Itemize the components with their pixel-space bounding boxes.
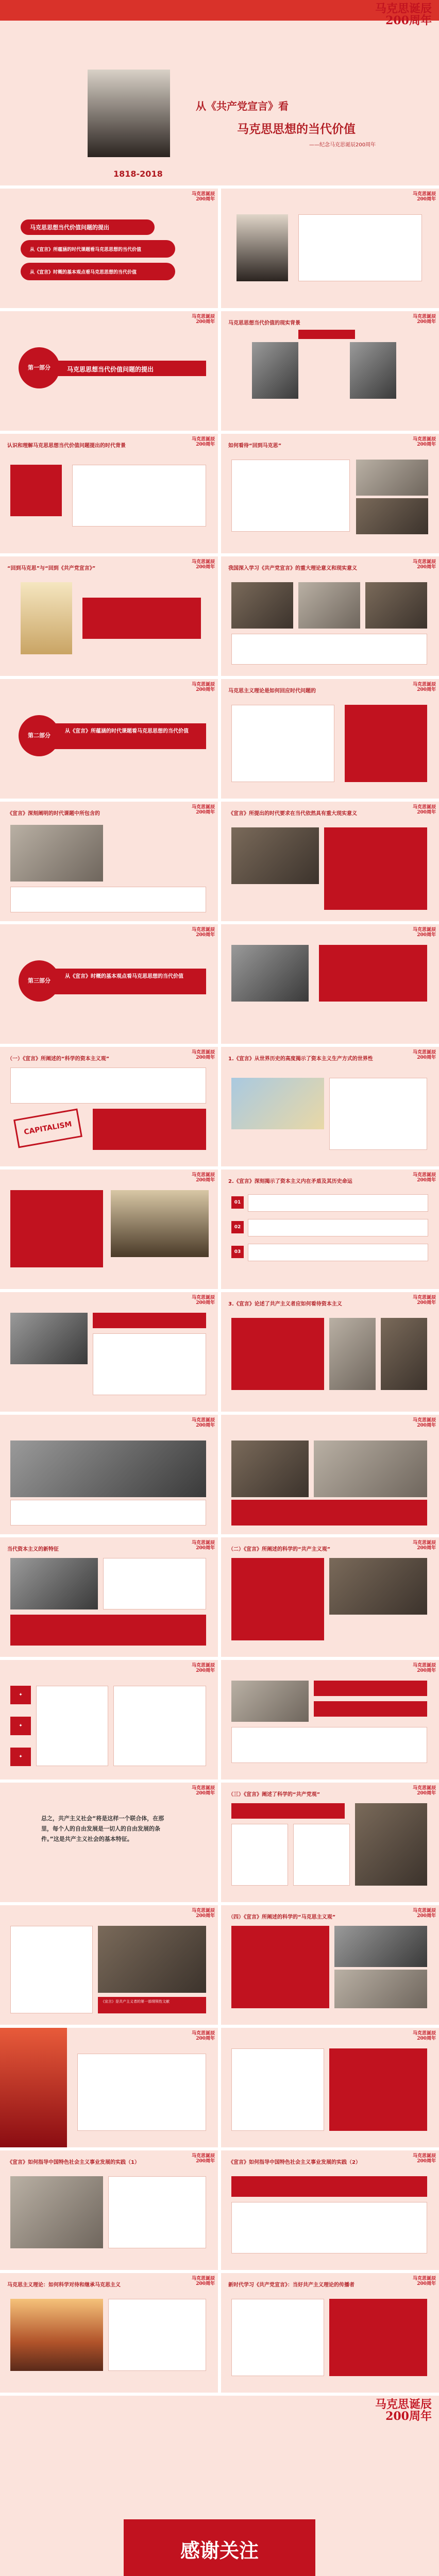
brand-logo: 马克思诞辰 200周年 <box>191 682 215 692</box>
industrial-slide <box>0 1292 218 1412</box>
red-flag-text <box>77 2054 206 2131</box>
crisis-point-1 <box>248 1194 428 1212</box>
brand-logo: 马克思诞辰 200周年 <box>375 2 432 27</box>
practice-banner <box>231 2176 427 2197</box>
modern-red-box <box>329 2048 427 2131</box>
number-badge-02: 02 <box>231 1221 244 1233</box>
capitalism-today-slide <box>0 1537 218 1657</box>
capitalism-view-slide <box>0 1047 218 1166</box>
brand-logo: 马克思诞辰 200周年 <box>191 1786 215 1796</box>
toc-item-2[interactable]: 从《宣言》所蕴涵的时代课题看马克思思想的当代价值 <box>21 240 175 258</box>
brand-logo: 马克思诞辰 200周年 <box>191 192 215 202</box>
two-never-box <box>231 1500 427 1526</box>
manifesto-red-box <box>82 598 201 639</box>
tiananmen-graphic <box>0 2028 67 2147</box>
brand-logo: 马克思诞辰 200周年 <box>191 1540 215 1551</box>
brand-logo: 马克思诞辰 200周年 <box>191 927 215 938</box>
brand-logo: 马克思诞辰 200周年 <box>412 2276 436 2286</box>
manifesto-return-title: “回到马克思”与“回到《共产党宣言》” <box>7 566 96 571</box>
era-demand-slide <box>221 802 439 921</box>
practice-text-2 <box>231 2202 427 2253</box>
number-badge-01: 01 <box>231 1196 244 1209</box>
study-text-box <box>231 634 427 665</box>
brand-logo: 马克思诞辰 200周年 <box>191 1908 215 1919</box>
final-lesson-slide <box>221 2273 439 2393</box>
crisis-numbered-slide <box>221 1170 439 1289</box>
wall-street-photo <box>10 1558 98 1609</box>
practice-photo-1 <box>10 2176 103 2248</box>
section4-title: （四）《宣言》所阐述的科学的“马克思主义观” <box>228 1914 336 1920</box>
capitalism-stamp: CAPITALISM <box>13 1108 82 1148</box>
toc-slide[interactable] <box>0 189 218 308</box>
era-text-box <box>72 465 206 527</box>
study-photo-1 <box>231 582 293 629</box>
section3-title: （三）《宣言》阐述了科学的“共产党观” <box>228 1792 320 1798</box>
thanks-text: 感谢关注 <box>180 2539 259 2562</box>
manifesto-return-slide <box>0 556 218 676</box>
brand-logo: 马克思诞辰 200周年 <box>191 560 215 570</box>
part2-cover-slide <box>0 679 218 799</box>
return-marx-slide <box>221 434 439 553</box>
marx-engels-photo <box>334 1926 427 1967</box>
world-history-title: 1.《宣言》从世界历史的高度揭示了资本主义生产方式的世界性 <box>228 1056 373 1062</box>
highlight-box <box>298 330 355 339</box>
marx-study-title: 马克思主义理论：如何科学对待和继承马克思主义 <box>7 2282 121 2288</box>
brand-logo: 马克思诞辰 200周年 <box>375 2398 432 2423</box>
process-box-2 <box>314 1701 427 1717</box>
communism-detail-text-2 <box>113 1686 206 1766</box>
final-lesson-title: 新时代学习《共产党宣言》：当好共产主义理论的传播者 <box>228 2282 354 2288</box>
toc-item-1[interactable]: 马克思思想当代价值问题的提出 <box>21 219 155 235</box>
congress-text <box>10 1926 93 2013</box>
marxism-view-slide <box>221 1905 439 2025</box>
red-flag-slide <box>0 2028 218 2147</box>
brand-logo: 马克思诞辰 200周年 <box>412 1786 436 1796</box>
communism-detail-slide <box>0 1660 218 1780</box>
brand-logo: 马克思诞辰 200周年 <box>191 805 215 815</box>
intro-marx-slide <box>221 189 439 308</box>
brand-logo: 马克思诞辰 200周年 <box>191 2031 215 2041</box>
era-topic-slide <box>0 802 218 921</box>
world-history-slide <box>221 1047 439 1166</box>
brand-logo: 马克思诞辰 200周年 <box>191 1050 215 1060</box>
industrial-photo <box>10 1313 88 1364</box>
brand-logo: 马克思诞辰 200周年 <box>191 1295 215 1306</box>
brand-logo: 马克思诞辰 200周年 <box>412 682 436 692</box>
brand-logo: 马克思诞辰 200周年 <box>412 437 436 447</box>
parliament-photo <box>111 1190 209 1257</box>
brand-logo: 马克思诞辰 200周年 <box>412 1050 436 1060</box>
manifesto-book-slide <box>221 924 439 1044</box>
lead-text-box <box>231 705 334 782</box>
congress-photo <box>98 1926 206 1993</box>
communism-detail-text <box>36 1686 108 1766</box>
modern-text <box>231 2048 324 2131</box>
meeting-photo <box>231 827 319 884</box>
brand-logo: 马克思诞辰 200周年 <box>412 2154 436 2164</box>
cover-slide[interactable] <box>0 0 439 185</box>
xi-study-slide <box>221 556 439 676</box>
brand-logo: 马克思诞辰 200周年 <box>412 1173 436 1183</box>
brand-logo: 马克思诞辰 200周年 <box>191 314 215 325</box>
world-history-text <box>329 1078 427 1150</box>
process-text <box>231 1727 427 1763</box>
part3-cover-slide <box>0 924 218 1044</box>
marx-study-slide <box>0 2273 218 2393</box>
marxism-red-box <box>231 1926 329 2008</box>
brand-logo: 马克思诞辰 200周年 <box>412 1418 436 1428</box>
brand-logo: 马克思诞辰 200周年 <box>412 1295 436 1306</box>
part2-title: 从《宣言》所蕴涵的时代课题看马克思思想的当代价值 <box>65 728 189 734</box>
brand-logo: 马克思诞辰 200周年 <box>191 1418 215 1428</box>
icon-tile-1: ✦ <box>10 1686 31 1704</box>
return-photo-1 <box>356 460 428 496</box>
cover-top-band <box>0 0 439 21</box>
brand-logo: 马克思诞辰 200周年 <box>412 1540 436 1551</box>
communism-quote: 总之，共产主义社会“将是这样一个联合体，在那里，每个人的自由发展是一切人的自由发展的条件。”这是共产主义社会的基本特征。 <box>41 1815 164 1842</box>
communism-process-slide <box>221 1660 439 1780</box>
process-photo <box>231 1681 309 1722</box>
marx-portrait <box>237 214 288 281</box>
anti-capitalism-slide <box>221 1292 439 1412</box>
era-topic-text <box>10 887 206 912</box>
number-badge-03: 03 <box>231 1246 244 1258</box>
brand-logo: 马克思诞辰 200周年 <box>412 314 436 325</box>
cover-subtitle: ——纪念马克思诞辰200周年 <box>309 142 376 148</box>
party-view-slide <box>221 1783 439 1902</box>
return-photo-2 <box>356 498 428 534</box>
icon-tile-3: ✦ <box>10 1748 31 1766</box>
anti-photo-2 <box>381 1318 427 1390</box>
two-inevitable-text <box>10 1500 206 1526</box>
historical-portrait-2 <box>350 342 396 399</box>
cover-title-line2: 马克思思想的当代价值 <box>237 122 356 136</box>
anti-title: 3.《宣言》论述了共产主义者应如何看待资本主义 <box>228 1301 342 1307</box>
section2-title: （二）《宣言》所阐述的科学的“共产主义观” <box>228 1547 331 1552</box>
part2-lead-slide <box>221 679 439 799</box>
part1-subtitle: 马克思思想当代价值的现实背景 <box>228 320 300 326</box>
modern-marxism-slide <box>221 2028 439 2147</box>
final-lesson-box <box>329 2299 427 2376</box>
era-title: 认识和理解马克思思想当代价值问题提出的时代背景 <box>7 443 126 449</box>
party-col-2 <box>293 1824 350 1886</box>
factory-workers-photo <box>231 1440 309 1497</box>
party-banner <box>231 1803 345 1819</box>
part2-lead: 马克思主义理论是如何回应时代问题的 <box>228 688 316 694</box>
era-topic-title: 《宣言》深刻阐明的时代课题中所包含的 <box>7 811 100 817</box>
part3-title: 从《宣言》时概的基本观点看马克思思想的当代价值 <box>65 974 183 979</box>
part1-badge: 第一部分 <box>19 347 60 388</box>
section1-red-box <box>93 1109 206 1150</box>
brand-logo: 马克思诞辰 200周年 <box>412 2031 436 2041</box>
world-map <box>231 1078 324 1129</box>
brand-logo: 马克思诞辰 200周年 <box>191 2154 215 2164</box>
manifesto-book-cover <box>21 582 72 654</box>
part1-background-slide <box>221 311 439 431</box>
today-text <box>103 1558 206 1609</box>
toc-item-3[interactable]: 从《宣言》时概的基本观点看马克思思想的当代价值 <box>21 263 175 280</box>
communism-red-box <box>231 1558 324 1640</box>
practice-2-slide <box>221 2150 439 2270</box>
brand-logo: 马克思诞辰 200周年 <box>412 1908 436 1919</box>
brand-logo: 马克思诞辰 200周年 <box>412 192 436 202</box>
capitalism-today-title: 当代资本主义的新特征 <box>7 1547 59 1552</box>
part3-badge: 第三部分 <box>19 960 60 1002</box>
cover-title-line1: 从《共产党宣言》看 <box>196 100 289 112</box>
part1-cover-slide <box>0 311 218 431</box>
crisis-title: 2.《宣言》深刻揭示了资本主义内在矛盾及其历史命运 <box>228 1179 352 1184</box>
part2-badge: 第二部分 <box>19 715 60 756</box>
book-red-box <box>319 945 427 1002</box>
icon-tile-2: ✦ <box>10 1717 31 1735</box>
section1-title: （一）《宣言》所阐述的“科学的资本主义观” <box>7 1056 110 1062</box>
two-never-slide <box>221 1415 439 1534</box>
book-photo <box>231 945 309 1002</box>
brand-logo: 马克思诞辰 200周年 <box>191 2276 215 2286</box>
marx-study-text <box>108 2299 206 2371</box>
cover-years: 1818-2018 <box>113 169 163 179</box>
era-emblem <box>10 465 62 516</box>
communism-view-slide <box>221 1537 439 1657</box>
practice-1-title: 《宣言》如何指导中国特色社会主义事业发展的实践（1） <box>7 2160 140 2165</box>
practice-2-title: 《宣言》如何指导中国特色社会主义事业发展的实践（2） <box>228 2160 361 2165</box>
lead-red-box <box>345 705 427 782</box>
brand-logo: 马克思诞辰 200周年 <box>412 805 436 815</box>
crisis-point-3 <box>248 1244 428 1261</box>
quote-slide <box>0 1783 218 1902</box>
two-inevitable-slide <box>0 1415 218 1534</box>
city-photo <box>314 1440 427 1497</box>
return-title: 如何看待“回到马克思” <box>228 443 282 449</box>
crisis-point-2 <box>248 1219 428 1236</box>
party-col-1 <box>231 1824 288 1886</box>
brand-logo: 马克思诞辰 200周年 <box>412 927 436 938</box>
era-demand-box <box>324 827 427 910</box>
brand-logo: 马克思诞辰 200周年 <box>191 1663 215 1673</box>
era-background-slide <box>0 434 218 553</box>
practice-text-1 <box>108 2176 206 2248</box>
communism-photo <box>329 1558 427 1615</box>
process-box-1 <box>314 1681 427 1696</box>
practice-1-slide <box>0 2150 218 2270</box>
congress-banner: 《宣言》是共产主义者的第一部纲领性文献 <box>98 1997 206 2013</box>
historical-portrait-1 <box>252 342 298 399</box>
part1-title: 马克思思想当代价值问题的提出 <box>67 366 154 373</box>
factory-photo <box>10 825 103 882</box>
party-photo <box>355 1803 427 1886</box>
industrial-text <box>93 1333 206 1395</box>
section1-text <box>10 1067 206 1104</box>
today-red-box <box>10 1615 206 1646</box>
era-demand-title: 《宣言》所提出的时代要求在当代依然具有重大现实意义 <box>228 811 357 817</box>
brand-logo: 马克思诞辰 200周年 <box>191 1173 215 1183</box>
final-lesson-text <box>231 2299 324 2376</box>
study-photo-3 <box>365 582 427 629</box>
statue-photo <box>334 1970 427 2008</box>
crowd-photo <box>10 1440 206 1497</box>
brand-logo: 马克思诞辰 200周年 <box>191 437 215 447</box>
capitalism-crisis-slide <box>0 1170 218 1289</box>
xi-study-title: 我国深入学习《共产党宣言》的重大理论意义和现实意义 <box>228 566 357 571</box>
marx-portrait <box>88 70 170 157</box>
return-text-box <box>231 460 350 532</box>
intro-text-box <box>298 214 422 281</box>
thanks-slide[interactable] <box>0 2396 439 2576</box>
party-congress-slide <box>0 1905 218 2025</box>
brand-logo: 马克思诞辰 200周年 <box>412 1663 436 1673</box>
crisis-red-box <box>10 1190 103 1267</box>
study-photo-2 <box>298 582 360 629</box>
anti-red-box <box>231 1318 324 1390</box>
brand-logo: 马克思诞辰 200周年 <box>412 560 436 570</box>
anti-photo-1 <box>329 1318 376 1390</box>
industrial-banner <box>93 1313 206 1328</box>
sunset-photo <box>10 2299 103 2371</box>
